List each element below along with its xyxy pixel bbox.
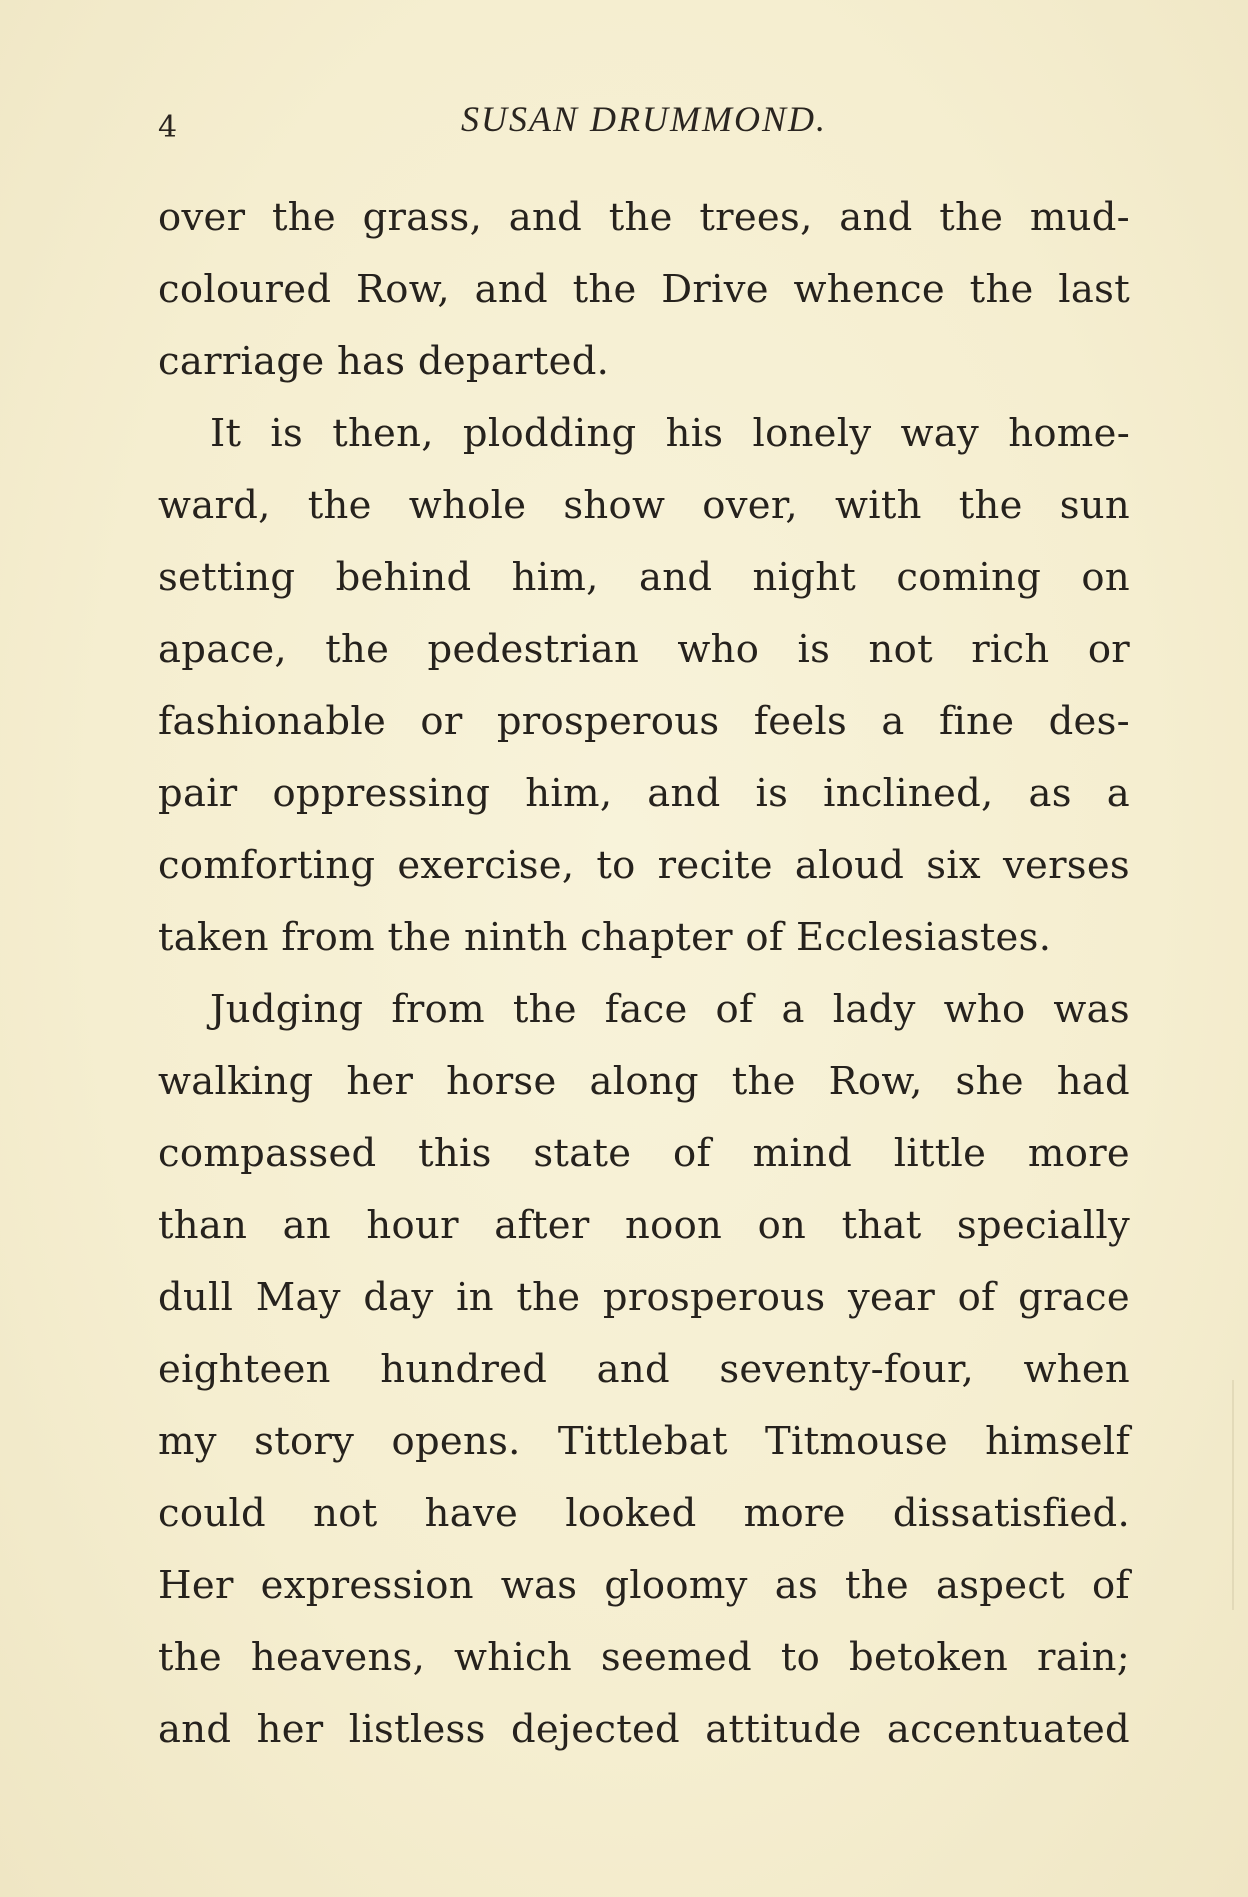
text-line: fashionable or prosperous feels a fine des- bbox=[158, 699, 1130, 744]
body-text bbox=[158, 182, 1130, 1766]
text-line: eighteen hundred and seventy-four, when bbox=[158, 1347, 1130, 1392]
text-line: compassed this state of mind little more bbox=[158, 1131, 1130, 1176]
text-line: the heavens, which seemed to betoken rain; bbox=[158, 1635, 1130, 1680]
text-line: carriage has departed. bbox=[158, 339, 610, 384]
text-line: could not have looked more dissatisfied. bbox=[158, 1491, 1130, 1536]
text-line: walking her horse along the Row, she had bbox=[158, 1059, 1130, 1104]
text-line: dull May day in the prosperous year of grace bbox=[158, 1275, 1130, 1320]
text-line: It is then, plodding his lonely way home- bbox=[210, 411, 1130, 456]
text-line: pair oppressing him, and is inclined, as a bbox=[158, 771, 1130, 816]
text-line: my story opens. Tittlebat Titmouse himself bbox=[158, 1419, 1130, 1464]
text-line: Her expression was gloomy as the aspect of bbox=[158, 1563, 1130, 1608]
text-line: taken from the ninth chapter of Ecclesiastes. bbox=[158, 915, 1052, 960]
running-title: SUSAN DRUMMOND. bbox=[461, 99, 827, 139]
text-line: apace, the pedestrian who is not rich or bbox=[158, 627, 1130, 672]
page-number: 4 bbox=[158, 110, 178, 145]
page-edge-shadow bbox=[1232, 1380, 1234, 1610]
text-line: coloured Row, and the Drive whence the last bbox=[158, 267, 1130, 312]
text-line: over the grass, and the trees, and the mud- bbox=[158, 195, 1130, 240]
text-line: Judging from the face of a lady who was bbox=[210, 987, 1130, 1032]
text-line: ward, the whole show over, with the sun bbox=[158, 483, 1130, 528]
text-line: than an hour after noon on that specially bbox=[158, 1203, 1130, 1248]
text-line: and her listless dejected attitude accentuated bbox=[158, 1707, 1130, 1752]
text-line: setting behind him, and night coming on bbox=[158, 555, 1130, 600]
text-line: comforting exercise, to recite aloud six verses bbox=[158, 843, 1130, 888]
